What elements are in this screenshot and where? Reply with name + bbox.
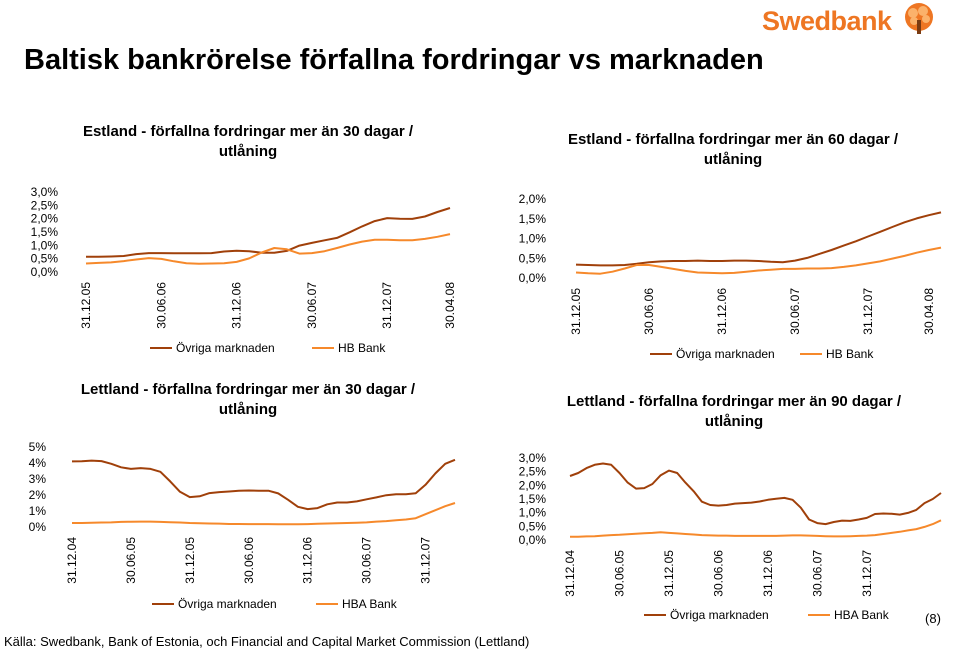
chart-lettland-30-dagar — [0, 376, 480, 616]
x-tick-label: 30.06.07 — [304, 282, 319, 329]
chart-estland-60-dagar — [480, 128, 959, 370]
x-tick-label: 30.06.07 — [810, 550, 825, 597]
x-tick-label: 30.04.08 — [443, 282, 457, 329]
y-tick-label: 2,5% — [30, 198, 58, 213]
x-tick-label: 31.12.05 — [79, 282, 93, 329]
series-line-2 — [570, 520, 941, 536]
y-tick-label: 2,5% — [518, 464, 546, 479]
chart-estland-30-dagar — [0, 120, 480, 362]
x-tick-label: 31.12.04 — [563, 550, 577, 597]
legend-label: HBA Bank — [834, 608, 889, 622]
x-tick-label: 31.12.06 — [229, 282, 244, 329]
page-title: Baltisk bankrörelse förfallna fordringar vs marknaden — [24, 44, 764, 76]
x-tick-label: 31.12.07 — [380, 282, 395, 329]
legend-label: HB Bank — [826, 347, 874, 361]
y-tick-label: 3,0% — [30, 185, 58, 199]
x-tick-label: 30.06.07 — [788, 288, 802, 335]
chart-title-line: Lettland - förfallna fordringar mer än 30 dagar / — [80, 381, 416, 398]
y-tick-label: 2% — [28, 488, 46, 502]
y-tick-label: 0,5% — [518, 519, 546, 534]
series-line-1 — [576, 212, 941, 265]
y-tick-label: 5% — [28, 440, 46, 454]
x-tick-label: 30.06.06 — [711, 550, 726, 597]
y-tick-label: 0,5% — [30, 251, 58, 266]
y-tick-label: 1% — [28, 504, 46, 518]
chart-title-line: utlåning — [703, 151, 763, 168]
x-tick-label: 31.12.06 — [760, 550, 775, 597]
x-tick-label: 31.12.04 — [65, 537, 79, 584]
x-tick-label: 30.06.06 — [642, 288, 656, 335]
y-tick-label: 3,0% — [518, 451, 546, 465]
y-tick-label: 4% — [28, 456, 46, 470]
legend-label: Övriga marknaden — [670, 608, 769, 622]
x-tick-label: 31.12.06 — [715, 288, 729, 335]
chart-title-line: Estland - förfallna fordringar mer än 60 dagar / — [567, 131, 899, 148]
y-tick-label: 0,0% — [518, 533, 546, 547]
chart-title-line: utlåning — [218, 143, 278, 160]
legend-label: Övriga marknaden — [176, 341, 275, 355]
series-line-2 — [72, 503, 455, 524]
x-tick-label: 31.12.06 — [300, 537, 315, 584]
chart-title-line: Lettland - förfallna fordringar mer än 90 dagar / — [566, 393, 902, 410]
y-tick-label: 2,0% — [518, 478, 546, 493]
x-tick-label: 30.06.05 — [612, 550, 627, 597]
swedbank-logo — [762, 2, 942, 42]
x-tick-label: 30.06.06 — [154, 282, 169, 329]
x-tick-label: 30.06.07 — [359, 537, 374, 584]
chart-title-line: Estland - förfallna fordringar mer än 30 dagar / — [82, 123, 414, 140]
chart-lettland-90-dagar — [480, 388, 959, 628]
y-tick-label: 0,5% — [518, 251, 546, 266]
y-tick-label: 1,0% — [518, 231, 546, 246]
x-tick-label: 31.12.07 — [418, 537, 433, 584]
x-tick-label: 30.06.06 — [241, 537, 256, 584]
y-tick-label: 1,0% — [518, 505, 546, 520]
y-tick-label: 0,0% — [30, 265, 58, 279]
y-tick-label: 0,0% — [518, 271, 546, 285]
chart-title-line: utlåning — [704, 413, 764, 430]
x-tick-label: 31.12.07 — [861, 288, 875, 335]
legend-label: HBA Bank — [342, 597, 397, 611]
y-tick-label: 2,0% — [30, 211, 58, 226]
legend-label: HB Bank — [338, 341, 386, 355]
x-tick-label: 30.04.08 — [921, 288, 936, 335]
legend-label: Övriga marknaden — [676, 347, 775, 361]
y-tick-label: 1,5% — [518, 492, 546, 506]
series-line-1 — [72, 460, 455, 509]
series-line-2 — [86, 234, 450, 264]
y-tick-label: 3% — [28, 472, 46, 486]
x-tick-label: 31.12.05 — [661, 550, 676, 597]
series-line-1 — [570, 464, 941, 525]
y-tick-label: 1,5% — [30, 225, 58, 239]
y-tick-label: 2,0% — [518, 192, 546, 206]
logo-text: Swedbank — [762, 6, 892, 36]
y-tick-label: 1,5% — [518, 211, 546, 226]
y-tick-label: 0% — [28, 520, 46, 534]
oak-tree-icon — [902, 2, 936, 36]
x-tick-label: 31.12.07 — [859, 550, 874, 597]
y-tick-label: 1,0% — [30, 238, 58, 253]
source-note: Källa: Swedbank, Bank of Estonia, och Financial and Capital Market Commission (Lettland) — [4, 634, 530, 649]
page-number: (8) — [925, 610, 941, 626]
x-tick-label: 31.12.05 — [569, 288, 583, 335]
x-tick-label: 31.12.05 — [182, 537, 197, 584]
chart-title-line: utlåning — [218, 401, 278, 418]
legend-label: Övriga marknaden — [178, 597, 277, 611]
x-tick-label: 30.06.05 — [123, 537, 138, 584]
